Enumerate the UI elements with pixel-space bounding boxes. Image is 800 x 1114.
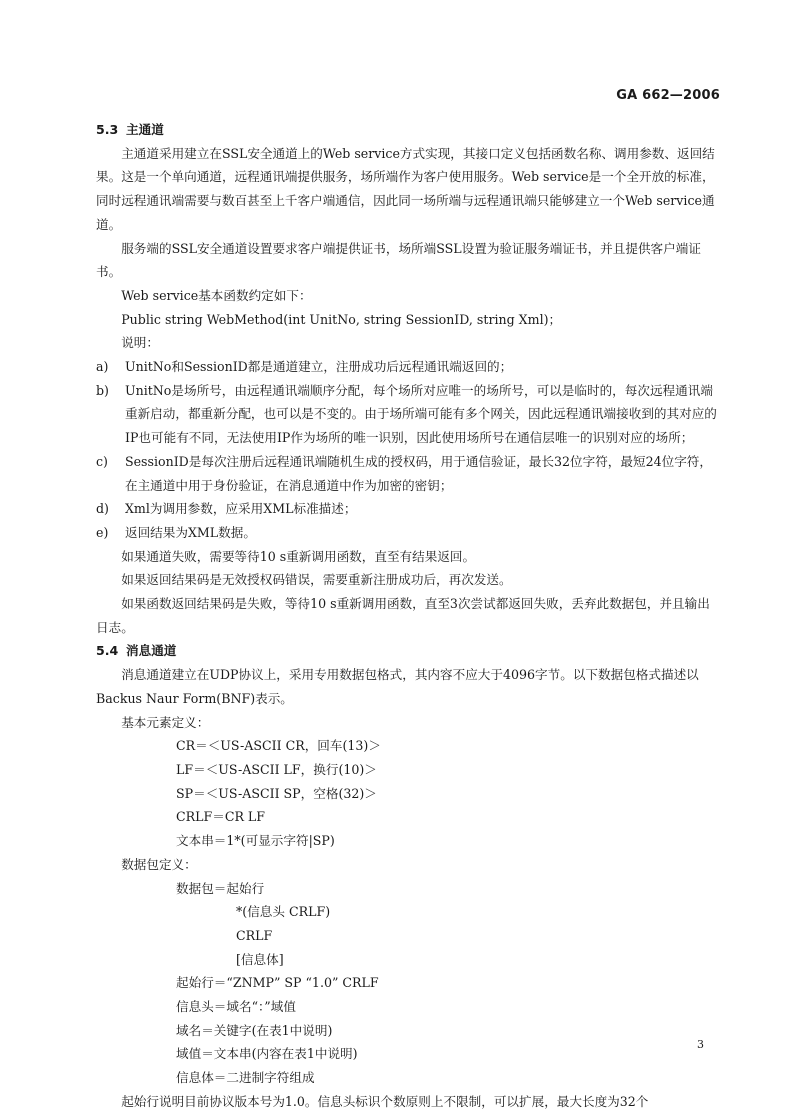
paragraph: 服务端的SSL安全通道设置要求客户端提供证书，场所端SSL设置为验证服务端证书，并且提供客户端证书。 [96, 240, 701, 280]
list-item [96, 497, 722, 521]
definition-line: 信息头＝域名“：”域值 [176, 999, 296, 1015]
list-marker: d) [96, 501, 109, 517]
definition-line: SP＝＜US-ASCII SP，空格(32)＞ [176, 785, 377, 801]
list-marker: b) [96, 382, 109, 398]
list-marker: e) [96, 524, 109, 540]
definition-line: 域值＝文本串(内容在表1中说明) [176, 1046, 358, 1062]
list-item [96, 521, 722, 545]
paragraph: 如果返回结果码是无效授权码错误，需要重新注册成功后，再次发送。 [121, 572, 512, 588]
list-text: 返回结果为XML数据。 [124, 524, 256, 540]
list-text: SessionID是每次注册后远程通讯端随机生成的授权码，用于通信验证，最长32位字符，最短24位字符，在主通道中用于身份验证，在消息通道中作为加密的密钥； [124, 453, 712, 493]
definition-line: 信息体＝二进制字符组成 [176, 1070, 315, 1086]
list-marker: c) [96, 453, 108, 469]
page-content [96, 118, 722, 1114]
list-text: Xml为调用参数，应采用XML标准描述； [124, 501, 357, 517]
definition-line: LF＝＜US-ASCII LF，换行(10)＞ [176, 761, 377, 777]
list-text: UnitNo是场所号，由远程通讯端顺序分配，每个场所对应唯一的场所号，可以是临时的，每次远程通讯端重新启动，都重新分配，也可以是不变的。由于场所端可能有多个网关，因此远程通讯端接收到的其对应的IP也可能有不同，无法使用IP作为场所的唯一识别，因此使用场所号在通信层唯一的识别对应的场所； [124, 382, 717, 446]
definition-line: CRLF＝CR LF [176, 809, 266, 825]
paragraph: 如果通道失败，需要等待10 s重新调用函数，直至有结果返回。 [121, 548, 476, 564]
definition-line: [信息体] [236, 951, 284, 967]
definition-line: CR＝＜US-ASCII CR，回车(13)＞ [176, 738, 381, 754]
definition-line: 文本串＝1*(可显示字符|SP) [176, 833, 335, 849]
paragraph: 消息通道建立在UDP协议上，采用专用数据包格式，其内容不应大于4096字节。以下数据包格式描述以Backus Naur Form(BNF)表示。 [96, 667, 699, 706]
paragraph: 起始行说明目前协议版本号为1.0。信息头标识个数原则上不限制，可以扩展，最大长度为32个 [121, 1093, 649, 1109]
definition-line: *(信息头 CRLF) [236, 904, 331, 920]
list-item [96, 379, 722, 450]
definition-line: 数据包＝起始行 [176, 880, 265, 896]
list-marker: a) [96, 359, 109, 375]
text-line: 说明： [121, 335, 159, 351]
text-line: Web service基本函数约定如下： [121, 287, 312, 303]
definition-line: 起始行＝“ZNMP” SP “1.0” CRLF [176, 975, 379, 991]
section-heading-5-4 [96, 639, 722, 663]
list-item [96, 450, 722, 497]
section-number: 5.4 [96, 643, 119, 659]
definition-line: 域名＝关键字(在表1中说明) [176, 1022, 333, 1038]
section-title: 消息通道 [126, 643, 177, 659]
standard-number: GA 662—2006 [616, 88, 720, 103]
paragraph: 如果函数返回结果码是失败，等待10 s重新调用函数，直至3次尝试都返回失败，丢弃此数据包，并且输出日志。 [96, 596, 710, 635]
section-number: 5.3 [96, 122, 119, 137]
definition-line: CRLF [236, 927, 273, 943]
code-line: Public string WebMethod(int UnitNo, string SessionID, string Xml)； [121, 311, 562, 327]
section-title: 主通道 [126, 122, 164, 137]
list-item [96, 355, 722, 379]
text-line: 基本元素定义： [121, 714, 210, 730]
section-heading-5-3 [96, 118, 722, 142]
page-number: 3 [697, 1038, 704, 1051]
list-text: UnitNo和SessionID都是通道建立，注册成功后远程通讯端返回的； [124, 359, 513, 375]
paragraph: 主通道采用建立在SSL安全通道上的Web service方式实现，其接口定义包括函数名称、调用参数、返回结果。这是一个单向通道，远程通讯端提供服务，场所端作为客户使用服务。Web service是一个全开放的标准，同时远程通讯端需要与数百甚至上千客户端通信，因此同一场所端与远程通讯端只能够建立一个Web service通道。 [96, 145, 715, 232]
text-line: 数据包定义： [121, 856, 197, 872]
